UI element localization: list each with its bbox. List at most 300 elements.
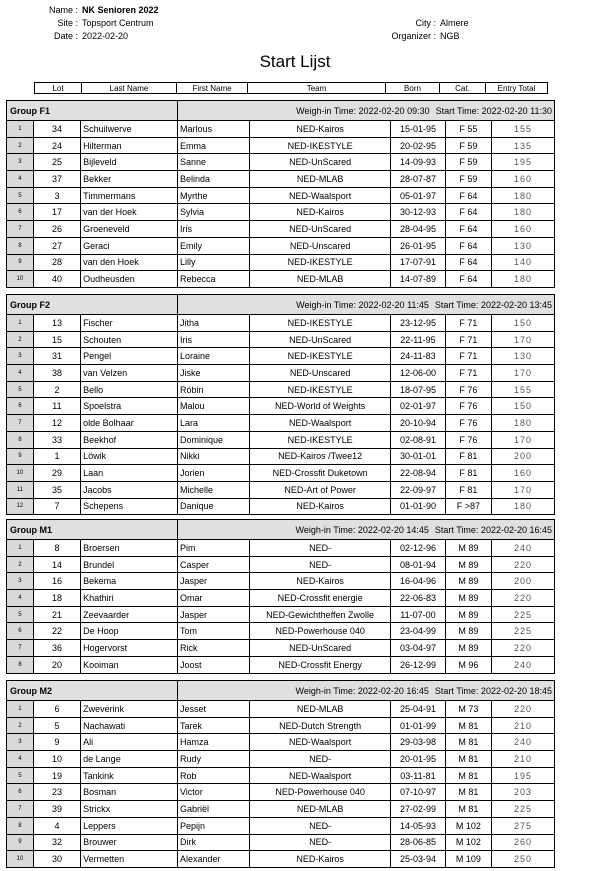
first-name-cell: Jesset (177, 701, 249, 718)
table-row (7, 465, 555, 482)
born-cell: 23-12-95 (391, 315, 446, 332)
table-row (7, 237, 555, 254)
team-cell: NED-Crossfit energie (250, 590, 391, 607)
category-cell: M 81 (445, 751, 491, 768)
category-cell: F 59 (445, 171, 491, 188)
team-cell: NED-UnScared (250, 640, 391, 657)
last-name-cell: de Lange (81, 751, 178, 768)
row-index: 7 (7, 640, 34, 657)
team-cell: NED-Dutch Strength (250, 717, 391, 734)
last-name-cell: Zweverink (81, 701, 178, 718)
born-cell: 26-12-99 (391, 656, 446, 673)
last-name-cell: van den Hoek (81, 254, 178, 271)
entry-total-cell: 200 (492, 448, 555, 465)
entry-total-cell: 240 (492, 656, 555, 673)
born-cell: 16-04-96 (391, 573, 446, 590)
category-cell: F 55 (445, 121, 491, 138)
group-header (7, 681, 555, 701)
last-name-cell: Geraci (81, 237, 178, 254)
team-cell: NED- (250, 834, 391, 851)
first-name-cell: Omar (177, 590, 249, 607)
entry-total-cell: 195 (492, 154, 555, 171)
entry-total-cell: 180 (492, 498, 555, 515)
table-row (7, 556, 555, 573)
born-cell: 20-02-95 (391, 137, 446, 154)
group-name: Group M2 (7, 681, 178, 701)
team-cell: NED- (250, 540, 391, 557)
team-cell: NED- (250, 817, 391, 834)
first-name-cell: Danique (177, 498, 249, 515)
site-label: Site : (57, 18, 78, 28)
table-row (7, 717, 555, 734)
table-row (7, 221, 555, 238)
team-cell: NED-UnScared (250, 154, 391, 171)
table-row (7, 701, 555, 718)
first-name-cell: Jasper (177, 606, 249, 623)
lot-cell: 5 (33, 717, 80, 734)
group-times (177, 101, 554, 121)
last-name-cell: Löwik (81, 448, 178, 465)
last-name-cell: Brundel (81, 556, 178, 573)
category-cell: F 81 (445, 481, 491, 498)
born-cell: 22-11-95 (391, 331, 446, 348)
category-cell: F 81 (445, 448, 491, 465)
row-index: 7 (7, 415, 34, 432)
group-times (177, 295, 554, 315)
born-cell: 15-01-95 (391, 121, 446, 138)
first-name-cell: Victor (177, 784, 249, 801)
row-index: 2 (7, 556, 34, 573)
table-row (7, 121, 555, 138)
row-index: 5 (7, 187, 34, 204)
born-cell: 25-03-94 (391, 851, 446, 868)
last-name-cell: Bekema (81, 573, 178, 590)
entry-total-cell: 170 (492, 365, 555, 382)
entry-total-cell: 140 (492, 254, 555, 271)
lot-cell: 36 (33, 640, 80, 657)
group-table (6, 100, 555, 288)
first-name-cell: Myrthe (177, 187, 249, 204)
entry-total-cell: 220 (492, 556, 555, 573)
lot-cell: 6 (33, 701, 80, 718)
entry-total-cell: 180 (492, 204, 555, 221)
row-index: 1 (7, 701, 34, 718)
table-row (7, 171, 555, 188)
category-cell: F 76 (445, 415, 491, 432)
born-cell: 30-01-01 (391, 448, 446, 465)
last-name-cell: Timmermans (81, 187, 178, 204)
born-cell: 02-12-96 (391, 540, 446, 557)
team-cell: NED-Art of Power (250, 481, 391, 498)
row-index: 10 (7, 465, 34, 482)
table-row (7, 834, 555, 851)
first-name-cell: Jorien (177, 465, 249, 482)
group-name: Group F2 (7, 295, 178, 315)
category-cell: M 89 (445, 540, 491, 557)
lot-cell: 15 (33, 331, 80, 348)
born-cell: 07-10-97 (391, 784, 446, 801)
entry-total-cell: 240 (492, 734, 555, 751)
entry-total-cell: 225 (492, 606, 555, 623)
born-cell: 20-01-95 (391, 751, 446, 768)
entry-total-cell: 170 (492, 431, 555, 448)
entry-total-cell: 220 (492, 590, 555, 607)
team-cell: NED-IKESTYLE (250, 431, 391, 448)
team-cell: NED-MLAB (250, 801, 391, 818)
born-cell: 18-07-95 (391, 381, 446, 398)
last-name-cell: van Velzen (81, 365, 178, 382)
last-name-cell: De Hoop (81, 623, 178, 640)
row-index: 3 (7, 734, 34, 751)
entry-total-cell: 225 (492, 623, 555, 640)
lot-cell: 31 (33, 348, 80, 365)
last-name-cell: Fischer (81, 315, 178, 332)
col-born: Born (386, 83, 440, 94)
row-index: 5 (7, 381, 34, 398)
lot-cell: 19 (33, 767, 80, 784)
category-cell: M 89 (445, 623, 491, 640)
born-cell: 28-06-85 (391, 834, 446, 851)
table-row (7, 315, 555, 332)
team-cell: NED-Kairos (250, 204, 391, 221)
group-times (177, 681, 554, 701)
born-cell: 17-07-91 (391, 254, 446, 271)
born-cell: 08-01-94 (391, 556, 446, 573)
team-cell: NED-IKESTYLE (250, 315, 391, 332)
table-row (7, 540, 555, 557)
category-cell: M 81 (445, 801, 491, 818)
team-cell: NED-Crossfit Duketown (250, 465, 391, 482)
row-index: 6 (7, 623, 34, 640)
last-name-cell: Tankink (81, 767, 178, 784)
name-label: Name : (48, 5, 78, 15)
table-row (7, 640, 555, 657)
team-cell: NED-Waalsport (250, 415, 391, 432)
born-cell: 24-11-83 (391, 348, 446, 365)
born-cell: 25-04-91 (391, 701, 446, 718)
lot-cell: 39 (33, 801, 80, 818)
entry-total-cell: 150 (492, 398, 555, 415)
category-cell: M 81 (445, 767, 491, 784)
last-name-cell: Khathiri (81, 590, 178, 607)
entry-total-cell: 155 (492, 381, 555, 398)
last-name-cell: Nachawati (81, 717, 178, 734)
weigh-in-time: Weigh-in Time: 2022-02-20 09:30 (296, 105, 430, 116)
first-name-cell: Casper (177, 556, 249, 573)
entry-total-cell: 210 (492, 751, 555, 768)
table-row (7, 784, 555, 801)
meta-left (0, 4, 159, 43)
group-table (6, 680, 555, 868)
lot-cell: 28 (33, 254, 80, 271)
first-name-cell: Hamza (177, 734, 249, 751)
entry-total-cell: 210 (492, 717, 555, 734)
date-value: 2022-02-20 (82, 31, 129, 41)
lot-cell: 32 (33, 834, 80, 851)
row-index: 9 (7, 834, 34, 851)
born-cell: 22-08-94 (391, 465, 446, 482)
team-cell: NED-MLAB (250, 701, 391, 718)
group-table (6, 294, 555, 515)
organizer-value: NGB (440, 31, 460, 41)
team-cell: NED-IKESTYLE (250, 254, 391, 271)
category-cell: M 81 (445, 717, 491, 734)
lot-cell: 20 (33, 656, 80, 673)
category-cell: F 71 (445, 365, 491, 382)
col-last-name: Last Name (82, 83, 177, 94)
last-name-cell: Schouten (81, 331, 178, 348)
competition-name: NK Senioren 2022 (82, 5, 159, 15)
born-cell: 26-01-95 (391, 237, 446, 254)
lot-cell: 24 (33, 137, 80, 154)
first-name-cell: Nikki (177, 448, 249, 465)
category-cell: M 73 (445, 701, 491, 718)
row-index: 4 (7, 751, 34, 768)
col-lot: Lot (35, 83, 82, 94)
entry-total-cell: 220 (492, 701, 555, 718)
lot-cell: 17 (33, 204, 80, 221)
start-time: Start Time: 2022-02-20 16:45 (434, 524, 552, 535)
born-cell: 22-06-83 (391, 590, 446, 607)
col-cat: Cat. (440, 83, 486, 94)
first-name-cell: Tarek (177, 717, 249, 734)
row-index: 8 (7, 817, 34, 834)
lot-cell: 9 (33, 734, 80, 751)
weigh-in-time: Weigh-in Time: 2022-02-20 14:45 (295, 524, 429, 535)
last-name-cell: Broersen (81, 540, 178, 557)
first-name-cell: Emma (177, 137, 249, 154)
table-row (7, 154, 555, 171)
born-cell: 11-07-00 (391, 606, 446, 623)
first-name-cell: Rick (177, 640, 249, 657)
category-cell: F 76 (445, 398, 491, 415)
first-name-cell: Dominique (177, 431, 249, 448)
column-header (34, 82, 548, 94)
last-name-cell: Schepens (81, 498, 178, 515)
team-cell: NED-Kairos (250, 573, 391, 590)
team-cell: NED-IKESTYLE (250, 348, 391, 365)
born-cell: 28-07-87 (391, 171, 446, 188)
row-index: 9 (7, 254, 34, 271)
row-index: 6 (7, 784, 34, 801)
first-name-cell: Iris (177, 221, 249, 238)
last-name-cell: Pengel (81, 348, 178, 365)
lot-cell: 23 (33, 784, 80, 801)
group-times (177, 520, 554, 540)
row-index: 8 (7, 237, 34, 254)
last-name-cell: Kooiman (81, 656, 178, 673)
first-name-cell: Pepijn (177, 817, 249, 834)
lot-cell: 35 (33, 481, 80, 498)
row-index: 6 (7, 398, 34, 415)
team-cell: NED-Waalsport (250, 734, 391, 751)
row-index: 2 (7, 331, 34, 348)
born-cell: 28-04-95 (391, 221, 446, 238)
lot-cell: 30 (33, 851, 80, 868)
group-name: Group M1 (7, 520, 178, 540)
last-name-cell: Hilterman (81, 137, 178, 154)
last-name-cell: Spoelstra (81, 398, 178, 415)
start-time: Start Time: 2022-02-20 13:45 (434, 299, 552, 310)
row-index: 3 (7, 154, 34, 171)
entry-total-cell: 130 (492, 237, 555, 254)
born-cell: 01-01-99 (391, 717, 446, 734)
entry-total-cell: 160 (492, 465, 555, 482)
start-time: Start Time: 2022-02-20 18:45 (434, 685, 552, 696)
team-cell: NED-Kairos (250, 498, 391, 515)
team-cell: NED-Unscared (250, 237, 391, 254)
lot-cell: 29 (33, 465, 80, 482)
first-name-cell: Pim (177, 540, 249, 557)
col-team: Team (248, 83, 386, 94)
lot-cell: 3 (33, 187, 80, 204)
table-row (7, 271, 555, 288)
last-name-cell: Laan (81, 465, 178, 482)
lot-cell: 25 (33, 154, 80, 171)
first-name-cell: Jiske (177, 365, 249, 382)
team-cell: NED-UnScared (250, 221, 391, 238)
last-name-cell: Bekker (81, 171, 178, 188)
lot-cell: 37 (33, 171, 80, 188)
first-name-cell: Dirk (177, 834, 249, 851)
category-cell: F 59 (445, 137, 491, 154)
category-cell: F 64 (445, 254, 491, 271)
entry-total-cell: 250 (492, 851, 555, 868)
lot-cell: 26 (33, 221, 80, 238)
row-index: 8 (7, 431, 34, 448)
entry-total-cell: 220 (492, 640, 555, 657)
table-row (7, 751, 555, 768)
team-cell: NED-Kairos (250, 851, 391, 868)
entry-total-cell: 225 (492, 801, 555, 818)
first-name-cell: Alexander (177, 851, 249, 868)
category-cell: F 81 (445, 465, 491, 482)
category-cell: M 89 (445, 556, 491, 573)
category-cell: F 64 (445, 204, 491, 221)
table-row (7, 817, 555, 834)
table-row (7, 137, 555, 154)
team-cell: NED-Kairos (250, 121, 391, 138)
last-name-cell: olde Bolhaar (81, 415, 178, 432)
group-header (7, 295, 555, 315)
last-name-cell: Groeneveld (81, 221, 178, 238)
entry-total-cell: 203 (492, 784, 555, 801)
table-row (7, 448, 555, 465)
table-row (7, 365, 555, 382)
category-cell: F 64 (445, 237, 491, 254)
last-name-cell: Jacobs (81, 481, 178, 498)
entry-total-cell: 170 (492, 481, 555, 498)
organizer-label: Organizer : (391, 31, 436, 41)
first-name-cell: Joost (177, 656, 249, 673)
entry-total-cell: 160 (492, 221, 555, 238)
first-name-cell: Michelle (177, 481, 249, 498)
lot-cell: 40 (33, 271, 80, 288)
lot-cell: 12 (33, 415, 80, 432)
team-cell: NED-MLAB (250, 271, 391, 288)
team-cell: NED-Waalsport (250, 767, 391, 784)
row-index: 1 (7, 540, 34, 557)
lot-cell: 2 (33, 381, 80, 398)
category-cell: M 96 (445, 656, 491, 673)
lot-cell: 21 (33, 606, 80, 623)
born-cell: 03-11-81 (391, 767, 446, 784)
table-row (7, 590, 555, 607)
entry-total-cell: 240 (492, 540, 555, 557)
row-index: 9 (7, 448, 34, 465)
last-name-cell: Leppers (81, 817, 178, 834)
team-cell: NED-Powerhouse 040 (250, 623, 391, 640)
lot-cell: 33 (33, 431, 80, 448)
first-name-cell: Lilly (177, 254, 249, 271)
first-name-cell: Lara (177, 415, 249, 432)
first-name-cell: Rob (177, 767, 249, 784)
row-index: 11 (7, 481, 34, 498)
table-row (7, 204, 555, 221)
category-cell: M 89 (445, 573, 491, 590)
last-name-cell: Hogervorst (81, 640, 178, 657)
lot-cell: 7 (33, 498, 80, 515)
team-cell: NED- (250, 556, 391, 573)
category-cell: F 59 (445, 154, 491, 171)
born-cell: 14-05-93 (391, 817, 446, 834)
born-cell: 12-06-00 (391, 365, 446, 382)
team-cell: NED-UnScared (250, 331, 391, 348)
page-title: Start Lijst (259, 52, 331, 71)
team-cell: NED-MLAB (250, 171, 391, 188)
category-cell: F 76 (445, 381, 491, 398)
city-value: Almere (440, 18, 469, 28)
table-row (7, 767, 555, 784)
category-cell: M 102 (445, 834, 491, 851)
entry-total-cell: 130 (492, 348, 555, 365)
row-index: 2 (7, 137, 34, 154)
meta-right (360, 17, 469, 43)
col-entry-total: Entry Total (486, 83, 548, 94)
born-cell: 23-04-99 (391, 623, 446, 640)
table-row (7, 381, 555, 398)
row-index: 7 (7, 801, 34, 818)
lot-cell: 22 (33, 623, 80, 640)
city-label: City : (415, 18, 436, 28)
entry-total-cell: 180 (492, 415, 555, 432)
row-index: 10 (7, 851, 34, 868)
table-row (7, 481, 555, 498)
last-name-cell: Bosman (81, 784, 178, 801)
team-cell: NED-Kairos /Twee12 (250, 448, 391, 465)
lot-cell: 8 (33, 540, 80, 557)
lot-cell: 14 (33, 556, 80, 573)
row-index: 7 (7, 221, 34, 238)
lot-cell: 4 (33, 817, 80, 834)
born-cell: 14-09-93 (391, 154, 446, 171)
row-index: 8 (7, 656, 34, 673)
born-cell: 30-12-93 (391, 204, 446, 221)
group-name: Group F1 (7, 101, 178, 121)
lot-cell: 18 (33, 590, 80, 607)
category-cell: M 109 (445, 851, 491, 868)
col-first-name: First Name (177, 83, 248, 94)
table-row (7, 348, 555, 365)
born-cell: 02-08-91 (391, 431, 446, 448)
entry-total-cell: 170 (492, 331, 555, 348)
category-cell: M 89 (445, 640, 491, 657)
table-row (7, 801, 555, 818)
category-cell: F 76 (445, 431, 491, 448)
start-time: Start Time: 2022-02-20 11:30 (435, 105, 552, 116)
born-cell: 02-01-97 (391, 398, 446, 415)
row-index: 4 (7, 365, 34, 382)
